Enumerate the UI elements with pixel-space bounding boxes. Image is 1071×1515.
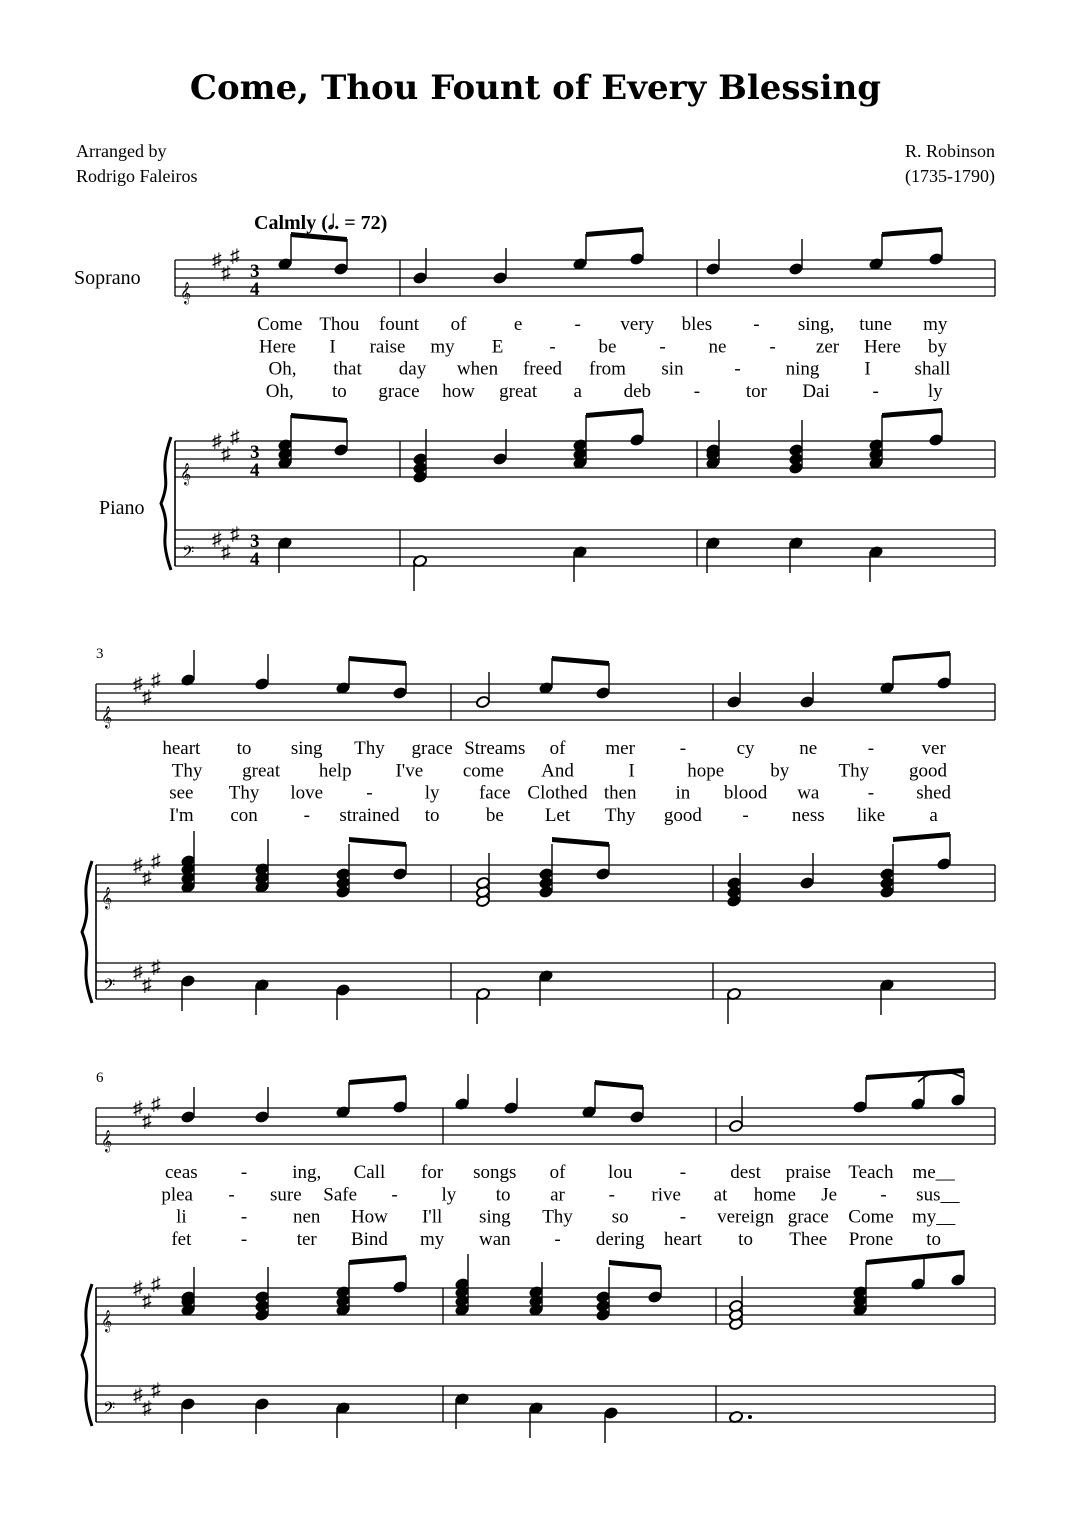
lyric-syllable: very [620, 314, 655, 335]
lyric-hyphen: - [769, 336, 776, 358]
lyric-syllable: wa [797, 782, 820, 804]
sharp-icon: ♯ [230, 427, 240, 448]
lyric-syllable: ver [921, 738, 946, 759]
lyric-syllable: then [603, 782, 637, 804]
lyric-syllable: at [713, 1184, 728, 1206]
note-head [334, 443, 349, 456]
lyric-syllable: plea [161, 1184, 193, 1206]
time-signature-top: 3 [250, 261, 260, 282]
lyric-syllable: ly [424, 782, 440, 804]
lyric-syllable: con [230, 804, 258, 826]
beam [882, 227, 942, 237]
note-head [255, 1397, 270, 1410]
note-head [413, 271, 428, 284]
lyric-syllable: How [350, 1206, 388, 1228]
brace [161, 437, 171, 570]
lyric-syllable: shall [914, 358, 951, 380]
lyric-syllable: Thy [542, 1206, 573, 1228]
lyric-syllable: a [929, 804, 938, 826]
time-signature-top: 3 [250, 442, 260, 463]
note-head [929, 252, 944, 265]
lyric-syllable: sing, [797, 314, 835, 335]
note-head [800, 695, 815, 708]
note-head [706, 262, 721, 275]
lyric-syllable: day [398, 358, 427, 380]
beam [552, 656, 609, 666]
lyric-syllable: fet [171, 1228, 192, 1250]
lyric-syllable: a [573, 380, 582, 402]
lyric-syllable: from [589, 358, 626, 380]
lyric-hyphen: - [867, 738, 875, 759]
note-head [880, 867, 895, 880]
lyric-syllable: ly [927, 380, 943, 402]
note-head [504, 1101, 519, 1114]
sharp-icon: ♯ [142, 975, 152, 996]
lyric-hyphen: - [240, 1228, 248, 1250]
piano-label: Piano [99, 497, 145, 519]
lyric-hyphen: - [679, 738, 687, 759]
lyric-syllable: Thy [838, 760, 870, 782]
note-head [630, 1110, 645, 1123]
lyric-syllable: blood [723, 782, 768, 804]
sharp-icon: ♯ [133, 1385, 143, 1406]
lyric-syllable: ning [785, 358, 820, 380]
lyric-syllable: strained [339, 804, 400, 826]
note-head [493, 271, 508, 284]
lyric-hyphen: - [240, 1162, 248, 1183]
lyric-syllable: be [485, 804, 504, 826]
sharp-icon: ♯ [151, 670, 161, 691]
note-head [181, 974, 196, 987]
lyric-syllable: shed [916, 782, 952, 804]
beam [866, 1068, 964, 1080]
lyric-syllable: to [738, 1228, 753, 1250]
sharp-icon: ♯ [151, 1094, 161, 1115]
lyric-syllable: when [456, 358, 499, 380]
lyric-syllable: hope [687, 760, 725, 782]
arranger-line: Arranged by [76, 141, 167, 161]
note-head [853, 1100, 868, 1113]
note-head [393, 1100, 408, 1113]
lyric-syllable: fount [378, 314, 420, 335]
arranger-name: Rodrigo Faleiros [76, 166, 198, 186]
note-head [539, 867, 554, 880]
time-signature-bottom: 4 [250, 279, 260, 300]
note-head [393, 867, 408, 880]
lyric-syllable: I'll [421, 1206, 443, 1228]
lyric-syllable: sus__ [916, 1184, 960, 1206]
note-head [455, 1097, 470, 1110]
lyric-syllable: bles [681, 314, 713, 335]
lyric-syllable: see [169, 782, 194, 804]
lyric-syllable: be [598, 336, 617, 358]
note-head [336, 983, 351, 996]
lyric-syllable: sure [270, 1184, 302, 1206]
lyric-syllable: praise [785, 1162, 831, 1183]
lyric-syllable: of [549, 738, 566, 759]
lyric-syllable: dering [595, 1228, 645, 1250]
lyric-syllable: so [611, 1206, 629, 1228]
lyric-syllable: sin [661, 358, 684, 380]
lyric-syllable: Here [259, 336, 296, 358]
tempo-prefix: Calmly ( [254, 212, 328, 234]
sharp-icon: ♯ [151, 1274, 161, 1295]
lyric-syllable: good [908, 760, 947, 782]
beam [893, 651, 950, 661]
bass-clef-icon: 𝄢 [103, 1400, 116, 1421]
lyric-syllable: like [856, 804, 886, 826]
note-head [413, 452, 428, 465]
note-head [937, 857, 952, 870]
note-head [336, 867, 351, 880]
beam [595, 1080, 643, 1090]
lyric-syllable: heart [162, 738, 201, 759]
treble-clef-icon: 𝄞 [101, 1311, 113, 1332]
note-head [255, 1110, 270, 1123]
lyric-syllable: Thee [789, 1228, 828, 1250]
lyric-syllable: my__ [912, 1206, 956, 1228]
lyric-syllable: Thy [171, 760, 203, 782]
lyric-syllable: Thy [604, 804, 636, 826]
score-title: Come, Thou Fount of Every Blessing [189, 68, 882, 108]
lyric-hyphen: - [693, 380, 701, 402]
lyric-syllable: ne [708, 336, 727, 358]
lyric-syllable: heart [663, 1228, 702, 1250]
sharp-icon: ♯ [133, 674, 143, 695]
sharp-icon: ♯ [133, 1278, 143, 1299]
lyric-syllable: of [450, 314, 467, 335]
lyric-syllable: grace [378, 380, 420, 402]
lyric-syllable: good [663, 804, 702, 826]
lyric-syllable: Come [848, 1206, 894, 1228]
lyric-syllable: nen [293, 1206, 321, 1228]
note-head [937, 676, 952, 689]
lyric-syllable: great [242, 760, 281, 782]
lyric-syllable: help [318, 760, 352, 782]
note-head [729, 1119, 744, 1132]
beam [349, 1075, 406, 1085]
note-head [393, 686, 408, 699]
beam [552, 837, 609, 847]
time-signature-bottom: 4 [250, 460, 260, 481]
lyric-hyphen: - [391, 1184, 398, 1206]
lyric-syllable: face [478, 782, 511, 804]
sharp-icon: ♯ [133, 1098, 143, 1119]
lyric-syllable: great [499, 380, 538, 402]
lyric-syllable: for [421, 1162, 444, 1183]
bass-clef-icon: 𝄢 [182, 544, 195, 565]
lyric-syllable: I'm [169, 804, 194, 826]
lyric-syllable: love [290, 782, 324, 804]
lyric-syllable: sing [290, 738, 323, 759]
lyric-syllable: to [424, 804, 440, 826]
lyric-hyphen: - [608, 1184, 615, 1206]
sharp-icon: ♯ [212, 431, 222, 452]
note-head [929, 433, 944, 446]
lyric-syllable: Dai [802, 380, 830, 402]
lyric-syllable: to [331, 380, 347, 402]
beam [882, 408, 942, 418]
lyric-hyphen: - [554, 1228, 561, 1250]
lyric-syllable: Je [821, 1184, 838, 1206]
sharp-icon: ♯ [221, 263, 231, 284]
note-head [727, 695, 742, 708]
note-head [951, 1273, 966, 1286]
lyric-syllable: wan [478, 1228, 511, 1250]
lyric-hyphen: - [549, 336, 556, 358]
lyric-syllable: my [430, 336, 455, 358]
lyric-syllable: ar [550, 1184, 565, 1206]
measure-number: 3 [96, 646, 104, 662]
sharp-icon: ♯ [142, 1398, 152, 1419]
lyric-syllable: e [513, 314, 523, 335]
lyric-hyphen: - [742, 804, 749, 826]
lyric-syllable: that [333, 358, 362, 380]
beam [866, 1250, 964, 1265]
beam [291, 232, 347, 242]
lyric-syllable: I've [395, 760, 424, 782]
tempo-suffix: = 72) [339, 212, 388, 234]
sharp-icon: ♯ [142, 868, 152, 889]
note-head [181, 1397, 196, 1410]
lyric-syllable: Teach [848, 1162, 894, 1183]
lyric-syllable: by [770, 760, 790, 782]
lyric-syllable: to [926, 1228, 942, 1250]
note-head [911, 1097, 926, 1110]
lyric-syllable: dest [730, 1162, 761, 1183]
lyric-syllable: I [864, 358, 871, 380]
lyric-syllable: And [541, 760, 574, 782]
sharp-icon: ♯ [142, 1291, 152, 1312]
tempo-note-icon: 𝅗𝅥. [327, 212, 340, 234]
note-head [181, 673, 196, 686]
lyric-syllable: vereign [717, 1206, 775, 1228]
lyric-hyphen: - [753, 314, 760, 335]
note-head [334, 262, 349, 275]
note-head [789, 443, 804, 456]
note-head [181, 1110, 196, 1123]
lyric-syllable: songs [473, 1162, 517, 1183]
note-head [255, 1290, 270, 1303]
lyric-syllable: in [675, 782, 691, 804]
lyric-syllable: to [236, 738, 252, 759]
sharp-icon: ♯ [133, 855, 143, 876]
lyric-syllable: ceas [164, 1162, 198, 1183]
sharp-icon: ♯ [142, 1111, 152, 1132]
beam [291, 413, 347, 423]
sharp-icon: ♯ [151, 957, 161, 978]
lyric-syllable: tor [745, 380, 768, 402]
lyric-hyphen: - [679, 1206, 687, 1228]
note-head [789, 262, 804, 275]
lyric-syllable: to [495, 1184, 511, 1206]
note-head [476, 695, 491, 708]
lyric-hyphen: - [574, 314, 581, 335]
lyric-hyphen: - [679, 1162, 687, 1183]
lyric-syllable: home [753, 1184, 796, 1206]
sharp-icon: ♯ [142, 687, 152, 708]
lyric-syllable: zer [815, 336, 840, 358]
note-head [800, 876, 815, 889]
note-head [493, 452, 508, 465]
note-head [393, 1280, 408, 1293]
lyric-hyphen: - [867, 782, 875, 804]
sharp-icon: ♯ [133, 962, 143, 983]
lyric-hyphen: - [659, 336, 666, 358]
brace [82, 1284, 92, 1426]
beam [586, 408, 643, 418]
brace [82, 861, 92, 1003]
lyric-hyphen: - [872, 380, 879, 402]
lyric-syllable: ter [296, 1228, 317, 1250]
bass-clef-icon: 𝄢 [103, 977, 116, 998]
note-head [596, 686, 611, 699]
lyric-syllable: Prone [848, 1228, 894, 1250]
beam [893, 832, 950, 842]
lyric-syllable: Clothed [527, 782, 588, 804]
treble-clef-icon: 𝄞 [101, 1131, 113, 1152]
note-head [951, 1093, 966, 1106]
lyric-syllable: Streams [464, 738, 526, 759]
lyric-syllable: lou [608, 1162, 633, 1183]
sharp-icon: ♯ [221, 542, 231, 563]
sharp-icon: ♯ [212, 529, 222, 550]
lyric-syllable: grace [787, 1206, 829, 1228]
lyric-syllable: freed [522, 358, 563, 380]
lyric-hyphen: - [240, 1206, 248, 1228]
lyric-syllable: I [329, 336, 336, 358]
treble-clef-icon: 𝄞 [180, 283, 192, 304]
lyric-hyphen: - [734, 358, 741, 380]
lyric-syllable: Oh, [268, 358, 297, 380]
lyric-syllable: by [928, 336, 947, 358]
note-head [596, 867, 611, 880]
sharp-icon: ♯ [151, 1380, 161, 1401]
note-head [648, 1290, 663, 1303]
lyric-syllable: Safe [323, 1184, 358, 1206]
lyric-hyphen: - [880, 1184, 887, 1206]
lyric-syllable: rive [651, 1184, 681, 1206]
lyric-syllable: li [176, 1206, 187, 1228]
sharp-icon: ♯ [230, 524, 240, 545]
note-head [630, 252, 645, 265]
lyric-syllable: cy [736, 738, 755, 759]
lyric-syllable: Come [257, 314, 303, 335]
beam [349, 837, 406, 847]
lyric-syllable: my [419, 1228, 445, 1250]
treble-clef-icon: 𝄞 [101, 888, 113, 909]
note-head [596, 1290, 611, 1303]
lyric-syllable: Here [864, 336, 901, 358]
sharp-icon: ♯ [221, 444, 231, 465]
soprano-label: Soprano [74, 267, 141, 289]
treble-clef-icon: 𝄞 [101, 707, 113, 728]
note-head [255, 677, 270, 690]
lyric-syllable: how [442, 380, 475, 402]
note-head [727, 876, 742, 889]
time-signature-bottom: 4 [250, 549, 260, 570]
lyric-syllable: come [462, 760, 504, 782]
lyric-syllable: Call [353, 1162, 386, 1183]
lyric-syllable: Bind [350, 1228, 388, 1250]
lyric-hyphen: - [366, 782, 373, 804]
treble-clef-icon: 𝄞 [180, 464, 192, 485]
lyric-syllable: ly [441, 1184, 457, 1206]
lyric-syllable: Thy [228, 782, 260, 804]
lyric-syllable: grace [411, 738, 453, 759]
lyric-syllable: raise [369, 336, 406, 358]
beam [349, 1255, 406, 1265]
sharp-icon: ♯ [151, 851, 161, 872]
lyric-syllable: I [628, 760, 635, 782]
lyric-syllable: Let [544, 804, 571, 826]
lyric-syllable: E [491, 336, 504, 358]
lyric-hyphen: - [228, 1184, 235, 1206]
lyric-syllable: Thy [354, 738, 385, 759]
sharp-icon: ♯ [212, 250, 222, 271]
beam [586, 227, 643, 237]
lyric-syllable: Oh, [265, 380, 294, 402]
note-head [604, 1406, 619, 1419]
sharp-icon: ♯ [230, 246, 240, 267]
lyric-syllable: mer [605, 738, 635, 759]
measure-number: 6 [96, 1070, 104, 1086]
lyric-hyphen: - [303, 804, 310, 826]
lyric-syllable: deb [623, 380, 652, 402]
note-head [630, 433, 645, 446]
lyric-syllable: ness [791, 804, 825, 826]
lyric-syllable: Thou [319, 314, 360, 335]
beam [349, 656, 406, 666]
lyric-syllable: of [549, 1162, 566, 1183]
note-head [911, 1277, 926, 1290]
lyric-syllable: ing, [292, 1162, 322, 1183]
dot [748, 1415, 752, 1419]
time-signature-top: 3 [250, 531, 260, 552]
composer-dates: (1735-1790) [905, 166, 995, 186]
beam [609, 1260, 661, 1270]
lyric-syllable: my [923, 314, 948, 335]
lyric-syllable: me__ [912, 1162, 955, 1183]
lyric-syllable: sing [478, 1206, 511, 1228]
lyric-syllable: tune [859, 314, 892, 335]
composer-name: R. Robinson [904, 141, 995, 161]
lyric-syllable: ne [799, 738, 818, 759]
